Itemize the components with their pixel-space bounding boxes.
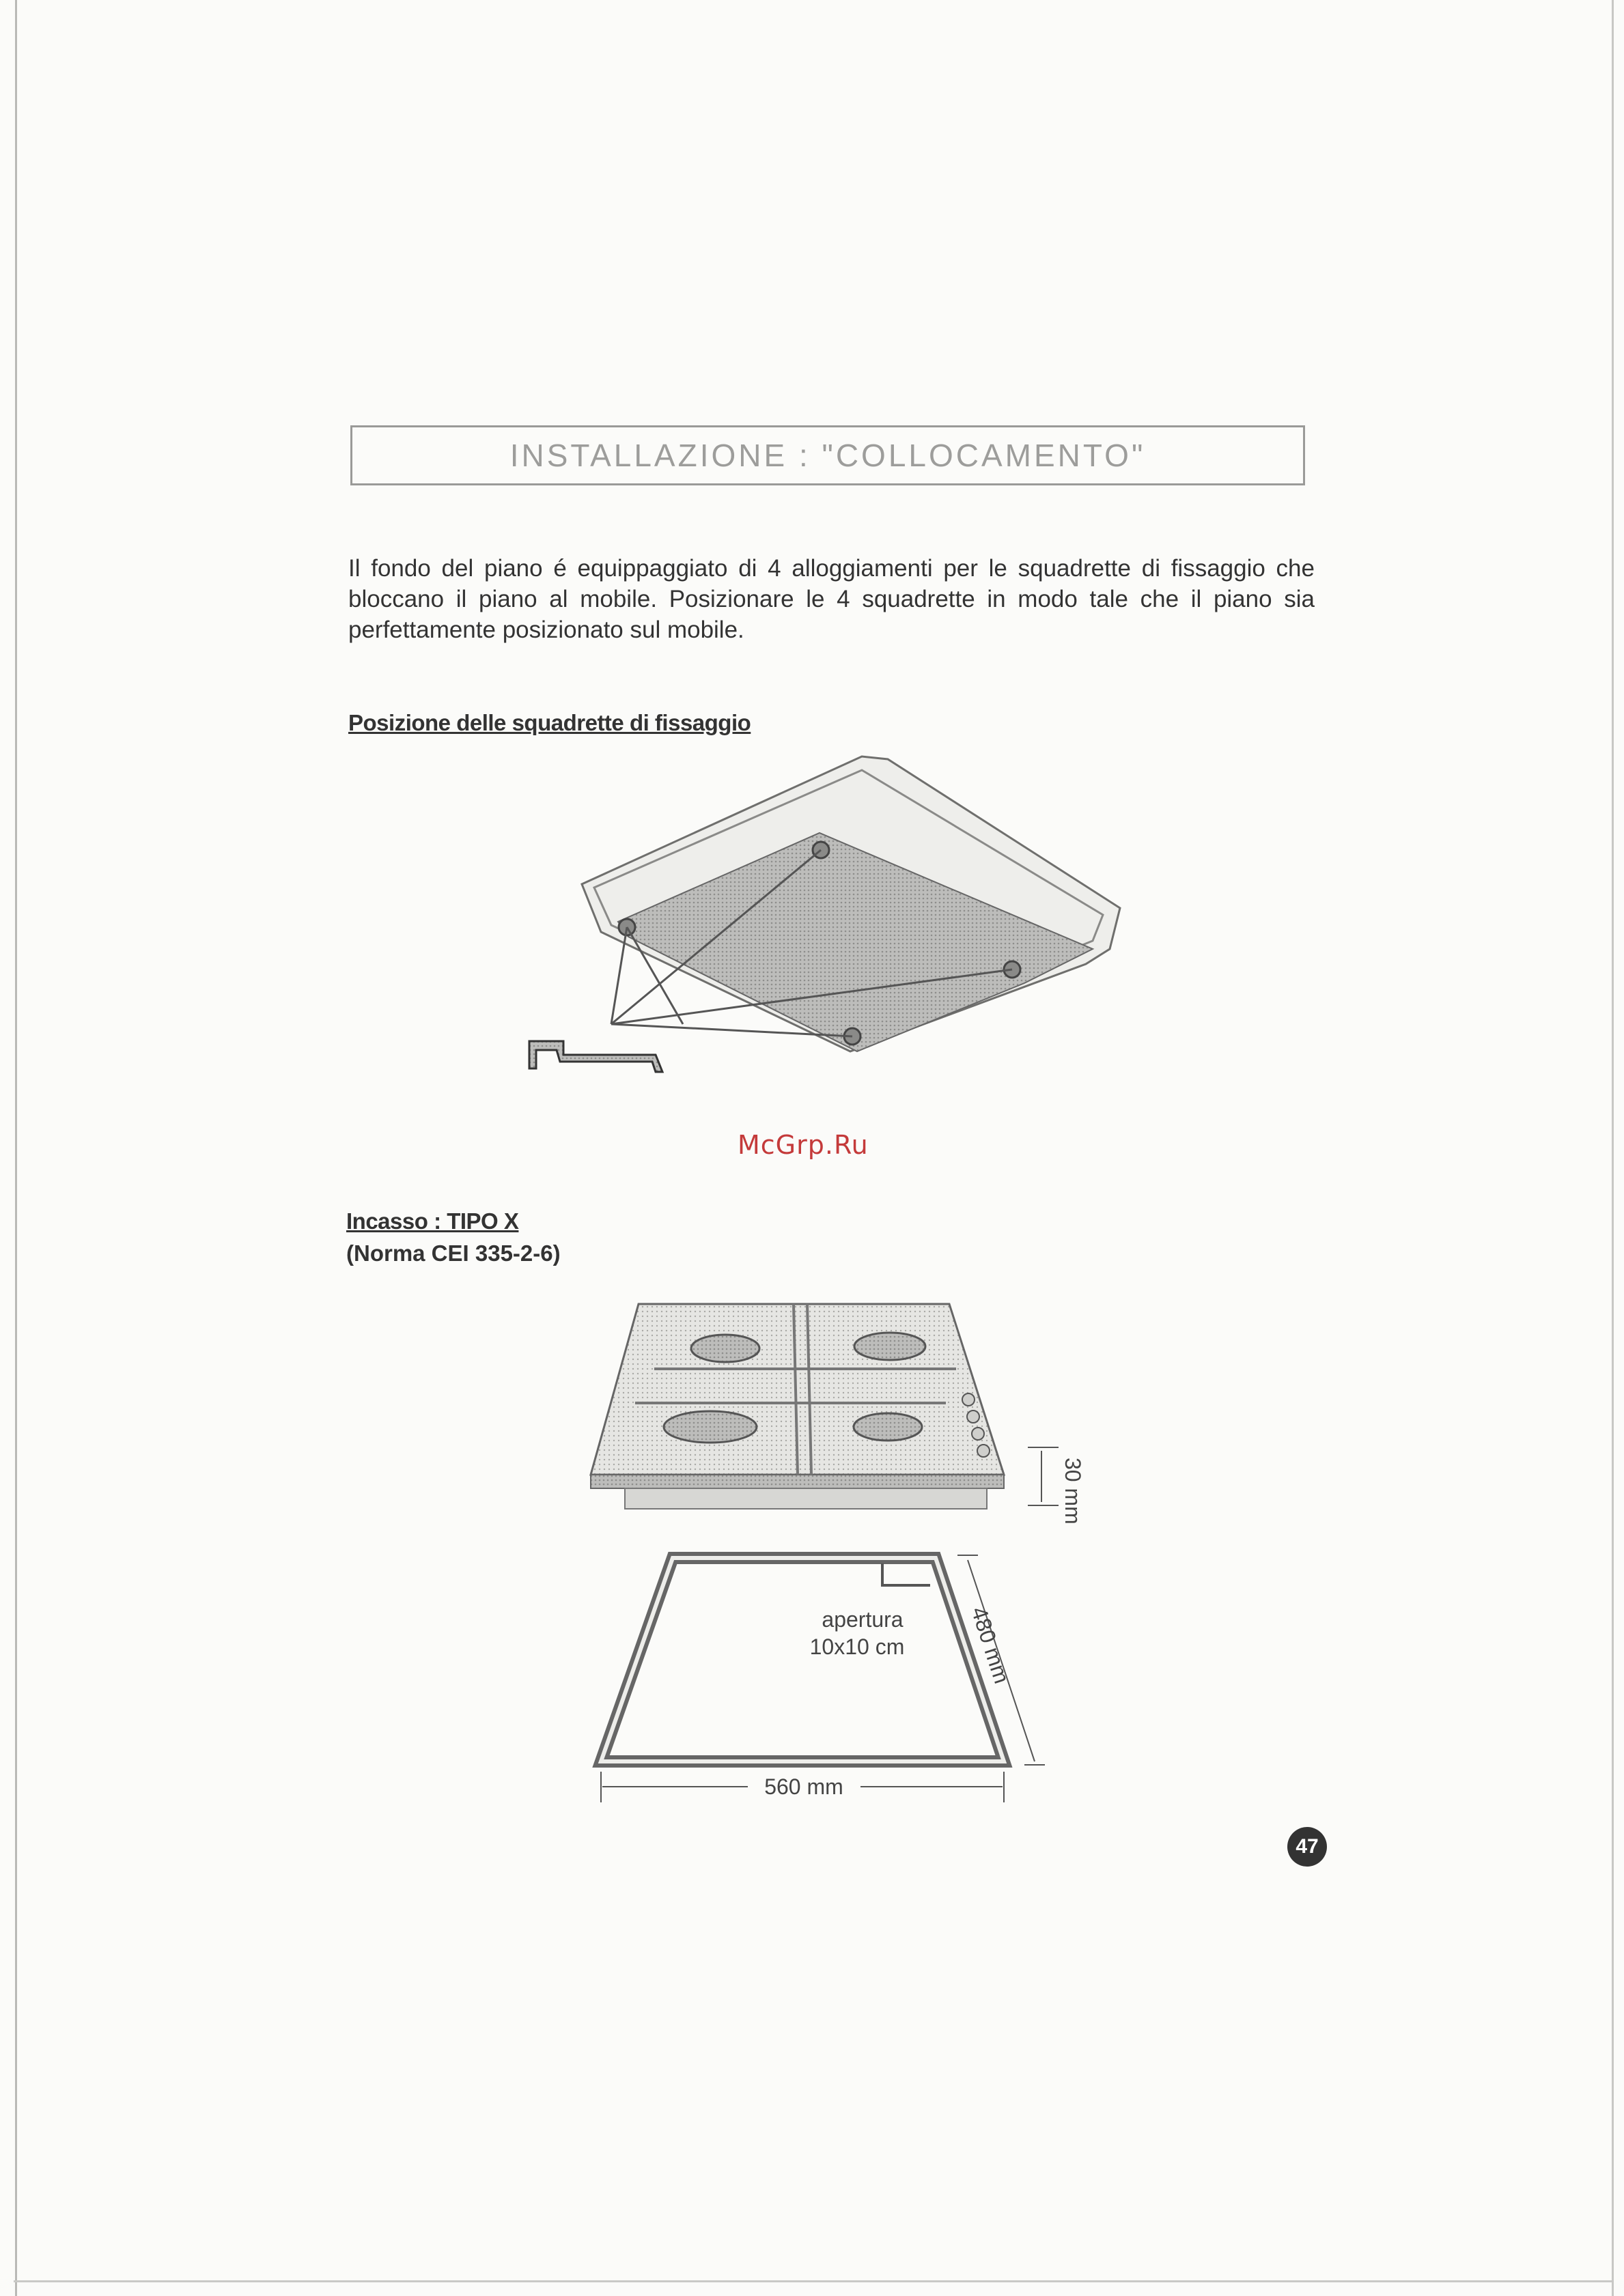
knob-1 <box>962 1393 975 1406</box>
mount-point-4 <box>844 1028 860 1045</box>
fixing-bracket <box>529 1041 662 1072</box>
width-dimension-label: 560 mm <box>764 1774 843 1799</box>
page-number-badge: 47 <box>1287 1827 1327 1867</box>
watermark: McGrp.Ru <box>738 1130 869 1160</box>
mount-point-2 <box>813 842 829 858</box>
mount-point-1 <box>619 919 635 935</box>
page-edge-left <box>15 0 17 2296</box>
opening-label-line1: apertura <box>822 1607 904 1632</box>
burner-2 <box>854 1333 925 1360</box>
burner-4 <box>854 1413 922 1441</box>
norm-reference: (Norma CEI 335-2-6) <box>346 1241 561 1266</box>
knob-2 <box>967 1411 979 1423</box>
knob-3 <box>972 1428 984 1440</box>
burner-1 <box>691 1335 759 1362</box>
page-title: INSTALLAZIONE : "COLLOCAMENTO" <box>509 438 1146 473</box>
burner-3 <box>664 1411 757 1443</box>
section-heading-incasso: Incasso : TIPO X <box>346 1208 519 1234</box>
page-edge-bottom <box>14 2280 1612 2282</box>
height-dimension-label: 30 mm <box>1061 1458 1085 1525</box>
depth-dimension-label: 480 mm <box>966 1604 1015 1687</box>
intro-paragraph: Il fondo del piano é equippaggiato di 4 alloggiamenti per le squadrette di fissaggio che bloccano il piano al mobile. Posizionare le 4 squadrette in modo tale che il piano sia perfettamente posizionato sul mobile. <box>348 555 1315 643</box>
knob-4 <box>977 1445 990 1457</box>
cutout-frame <box>601 1558 1004 1761</box>
page-edge-right <box>1612 0 1614 2296</box>
mount-point-3 <box>1004 961 1020 978</box>
opening-label-line2: 10x10 cm <box>809 1634 905 1659</box>
title-box <box>350 425 1305 485</box>
section-heading-brackets: Posizione delle squadrette di fissaggio <box>348 710 751 735</box>
